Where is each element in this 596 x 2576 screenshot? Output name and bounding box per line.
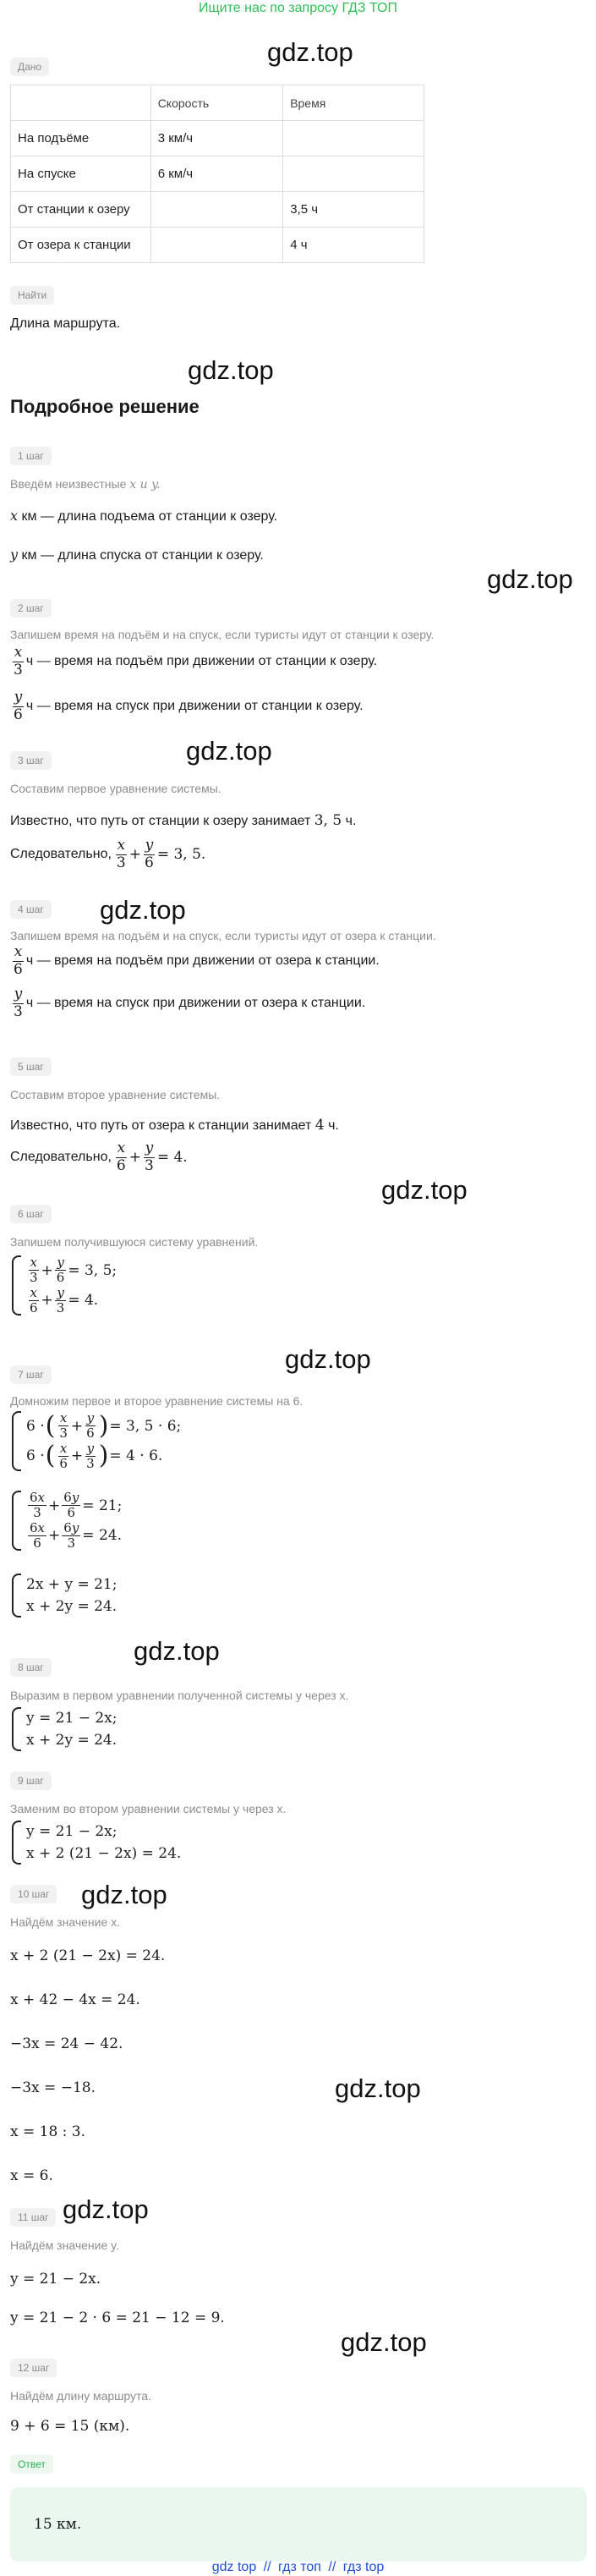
step-description: Составим второе уравнение системы.	[10, 1088, 221, 1101]
watermark: gdz.top	[63, 2194, 149, 2224]
system-line	[26, 1521, 122, 1552]
footer-link[interactable]: гдз top	[342, 2560, 385, 2574]
equation-rhs: = 4 · 6.	[109, 1447, 163, 1465]
given-chip: Дано	[10, 58, 49, 76]
plus-sign: +	[70, 1417, 84, 1435]
solution-line: −3x = −18.	[10, 2079, 96, 2096]
equation-system	[12, 1491, 122, 1551]
fraction-numerator: 6x	[30, 1490, 46, 1505]
brace-icon	[12, 1821, 21, 1865]
system-lines	[26, 1491, 122, 1551]
system-line: y = 21 − 2x;	[26, 1823, 118, 1840]
fraction	[28, 1286, 40, 1316]
fraction-denominator: 6	[116, 1156, 126, 1174]
given-table	[10, 85, 424, 263]
step-description: Найдём значение y.	[10, 2238, 119, 2252]
step-chip: 3 шаг	[10, 751, 52, 770]
solution-line: y = 21 − 2x.	[10, 2271, 101, 2288]
fraction-denominator: 6	[33, 1535, 41, 1551]
fraction-numerator: y	[14, 689, 23, 706]
step-chip: 5 шаг	[10, 1057, 52, 1076]
plus-sign: +	[70, 1447, 84, 1465]
solution-line: x + 42 − 4x = 24.	[10, 1991, 140, 2008]
equation-rhs: = 3, 5.	[156, 846, 206, 864]
fraction-denominator: 6	[14, 706, 23, 723]
step-line	[10, 645, 377, 678]
variable-x: x	[10, 508, 19, 524]
step-description	[10, 1394, 303, 1408]
step-description: Выразим в первом уравнении полученной системы y через x.	[10, 1689, 349, 1702]
value: 3, 5	[314, 812, 342, 829]
table-header-cell: Время	[283, 85, 424, 121]
plus-sign: +	[41, 1292, 53, 1310]
fraction	[12, 986, 25, 1020]
fraction-denominator: 6	[56, 1270, 65, 1286]
paren-right: )	[98, 1441, 109, 1471]
fraction	[12, 689, 25, 723]
step-line	[10, 986, 365, 1020]
step-chip: 4 шаг	[10, 900, 52, 919]
step-description: Заменим во втором уравнении системы y через x.	[10, 1802, 287, 1815]
fraction-numerator: 6x	[30, 1519, 46, 1535]
fraction-denominator: 3	[14, 1002, 23, 1020]
step-line-text: ч — время на спуск при движении от станции к озеру.	[25, 699, 364, 714]
solution-line: x + 2 (21 − 2x) = 24.	[10, 1947, 166, 1964]
equation-system	[12, 1574, 117, 1618]
system-line	[26, 1255, 117, 1286]
step-chip: 10 шаг	[10, 1885, 57, 1903]
fraction-denominator: 6	[67, 1505, 76, 1521]
fraction	[143, 838, 156, 871]
system-lines	[26, 1411, 181, 1471]
search-banner[interactable]: Ищите нас по запросу ГДЗ ТОП	[199, 1, 397, 15]
step-description: Запишем время на подъём и на спуск, если туристы идут от станции к озеру.	[10, 628, 435, 641]
equation-rhs: = 21;	[82, 1497, 123, 1514]
step-line	[10, 508, 277, 525]
fraction-numerator: y	[86, 1410, 95, 1425]
value: 6.	[293, 1394, 303, 1408]
system-line	[26, 1442, 181, 1472]
fraction	[85, 1411, 96, 1442]
system-line	[26, 1286, 117, 1316]
brace-icon	[12, 1255, 21, 1315]
fraction-numerator: 6y	[63, 1519, 79, 1535]
fraction-numerator: 6y	[63, 1490, 79, 1505]
equation-rhs: = 4.	[68, 1292, 99, 1310]
system-line: y = 21 − 2x;	[26, 1710, 118, 1727]
table-cell	[150, 228, 283, 263]
table-cell	[283, 121, 424, 157]
fraction	[28, 1255, 40, 1286]
fraction-denominator: 3	[116, 854, 126, 871]
step-line	[10, 1117, 339, 1134]
step-line	[10, 838, 205, 871]
fraction	[85, 1442, 96, 1472]
step-chip: 12 шаг	[10, 2359, 57, 2377]
fraction-numerator: y	[86, 1440, 95, 1456]
watermark: gdz.top	[341, 2327, 427, 2357]
footer-link[interactable]: гдз топ	[278, 2560, 321, 2574]
fraction-denominator: 3	[86, 1455, 95, 1471]
fraction-numerator: y	[57, 1255, 64, 1270]
fraction-denominator: 3	[144, 1156, 154, 1174]
equation-rhs: = 4.	[156, 1149, 188, 1167]
footer-separator: //	[328, 2560, 336, 2574]
footer-links	[0, 2560, 596, 2575]
step-line-text: ч — время на подъём при движении от озера к станции.	[25, 953, 380, 969]
fraction	[12, 645, 25, 678]
fraction-denominator: 6	[144, 854, 154, 871]
fraction	[115, 1140, 128, 1174]
fraction-denominator: 6	[30, 1299, 38, 1315]
step-description: Запишем получившуюся систему уравнений.	[10, 1235, 259, 1249]
fraction-numerator: x	[14, 943, 23, 960]
unit: ч.	[345, 814, 357, 828]
unit: ч.	[328, 1118, 339, 1133]
fraction-numerator: x	[30, 1255, 37, 1270]
fraction	[57, 1442, 69, 1472]
table-cell: 6 км/ч	[150, 157, 283, 192]
table-cell	[283, 157, 424, 192]
watermark: gdz.top	[134, 1636, 220, 1666]
equation-rhs: = 3, 5 · 6;	[109, 1417, 182, 1435]
fraction	[57, 1411, 69, 1442]
multiplier: 6 ·	[26, 1447, 45, 1465]
step-line	[10, 689, 364, 723]
fraction-denominator: 6	[59, 1455, 68, 1471]
watermark: gdz.top	[487, 564, 573, 594]
fraction-numerator: y	[14, 986, 23, 1002]
table-row	[11, 157, 424, 192]
equation-system	[12, 1411, 181, 1471]
solution-line: x = 18 : 3.	[10, 2123, 86, 2140]
paren-left: (	[45, 1410, 56, 1441]
equation-rhs: = 3, 5;	[68, 1261, 118, 1279]
variable-y: y	[10, 547, 19, 563]
watermark: gdz.top	[186, 736, 272, 766]
brace-icon	[12, 1707, 21, 1751]
solution-line: −3x = 24 − 42.	[10, 2035, 123, 2052]
fraction	[28, 1521, 46, 1552]
step-chip: 2 шаг	[10, 599, 52, 618]
step-line	[10, 1140, 188, 1174]
step-description: Запишем время на подъём и на спуск, если туристы идут от озера к станции.	[10, 929, 436, 942]
fraction-numerator: x	[14, 644, 23, 661]
plus-sign: +	[48, 1527, 61, 1545]
fraction-numerator: x	[30, 1284, 37, 1300]
watermark: gdz.top	[285, 1344, 371, 1374]
fraction	[62, 1491, 80, 1521]
brace-icon	[12, 1574, 21, 1618]
step-chip: 1 шаг	[10, 447, 52, 465]
fraction-numerator: x	[117, 1140, 126, 1156]
watermark: gdz.top	[381, 1175, 468, 1205]
solution-title: Подробное решение	[10, 396, 200, 417]
plus-sign: +	[128, 846, 141, 864]
fraction	[55, 1255, 67, 1286]
fraction-denominator: 6	[14, 960, 23, 978]
fraction-denominator: 3	[30, 1270, 38, 1286]
step-line	[10, 547, 264, 563]
step-chip: 8 шаг	[10, 1658, 52, 1677]
find-text: Длина маршрута.	[10, 316, 121, 331]
fraction-numerator: x	[59, 1410, 68, 1425]
step-description: Составим первое уравнение системы.	[10, 782, 221, 795]
fraction-denominator: 3	[33, 1505, 41, 1521]
table-cell: 4 ч	[283, 228, 424, 263]
fraction-numerator: y	[145, 1140, 154, 1156]
step-line	[10, 812, 356, 829]
watermark: gdz.top	[81, 1880, 167, 1909]
solution-line: y = 21 − 2 · 6 = 21 − 12 = 9.	[10, 2310, 225, 2326]
step-line	[10, 944, 380, 978]
fraction-denominator: 3	[56, 1299, 65, 1315]
paren-left: (	[45, 1441, 56, 1471]
answer-box	[10, 2487, 587, 2562]
table-header-row	[11, 85, 424, 121]
watermark: gdz.top	[188, 355, 274, 385]
step-line-text: Следовательно,	[10, 1150, 112, 1165]
value: 4	[314, 1117, 325, 1134]
fraction	[28, 1491, 46, 1521]
plus-sign: +	[48, 1497, 61, 1514]
solution-line: x = 6.	[10, 2167, 53, 2184]
step-line-text: Известно, что путь от станции к озеру занимает	[10, 814, 311, 828]
system-line	[26, 1491, 122, 1521]
equation-rhs: = 24.	[82, 1527, 122, 1545]
step-line-text: Следовательно,	[10, 847, 112, 862]
table-cell: От станции к озеру	[11, 192, 151, 228]
plus-sign: +	[128, 1149, 141, 1167]
fraction-denominator: 6	[86, 1425, 95, 1442]
step-line-text: км — длина подъема от станции к озеру.	[21, 509, 278, 524]
fraction	[12, 944, 25, 978]
fraction	[143, 1140, 156, 1174]
step-line-text: ч — время на спуск при движении от озера к станции.	[25, 996, 366, 1011]
footer-separator: //	[263, 2560, 271, 2574]
table-header-cell	[11, 85, 151, 121]
fraction-denominator: 3	[14, 661, 23, 678]
table-row	[11, 192, 424, 228]
step-description-text: Введём неизвестные	[10, 477, 127, 491]
step-chip: 11 шаг	[10, 2208, 56, 2227]
watermark: gdz.top	[100, 895, 186, 925]
step-chip: 6 шаг	[10, 1205, 52, 1223]
step-chip: 7 шаг	[10, 1365, 52, 1384]
step-line-text: ч — время на подъём при движении от станции к озеру.	[25, 654, 378, 669]
fraction-denominator: 3	[59, 1425, 68, 1442]
fraction	[55, 1286, 67, 1316]
fraction-numerator: x	[59, 1440, 68, 1456]
step-description-text: Домножим первое и второе уравнение системы на	[10, 1394, 290, 1408]
paren-right: )	[98, 1410, 109, 1441]
system-line: x + 2y = 24.	[26, 1598, 118, 1615]
table-cell: На спуске	[11, 157, 151, 192]
system-line: 2x + y = 21;	[26, 1576, 118, 1593]
equation-system	[12, 1255, 117, 1315]
fraction-numerator: y	[145, 837, 154, 854]
system-line: x + 2 (21 − 2x) = 24.	[26, 1845, 182, 1862]
table-cell: На подъёме	[11, 121, 151, 157]
equation-system	[12, 1707, 117, 1751]
system-line: x + 2y = 24.	[26, 1732, 118, 1749]
watermark: gdz.top	[335, 2073, 421, 2103]
system-lines	[26, 1707, 117, 1751]
brace-icon	[12, 1411, 21, 1471]
fraction-numerator: x	[117, 837, 126, 854]
brace-icon	[12, 1491, 21, 1551]
system-lines	[26, 1574, 117, 1618]
solution-line: 9 + 6 = 15 (км).	[10, 2418, 130, 2435]
plus-sign: +	[41, 1261, 53, 1279]
step-line-text: Известно, что путь от озера к станции занимает	[10, 1118, 312, 1133]
table-cell: 3,5 ч	[283, 192, 424, 228]
system-lines	[26, 1821, 181, 1865]
find-chip: Найти	[10, 286, 54, 305]
step-description: Найдём длину маршрута.	[10, 2389, 151, 2403]
equation-system	[12, 1821, 181, 1865]
step-line-text: км — длина спуска от станции к озеру.	[21, 548, 264, 563]
fraction-denominator: 3	[67, 1535, 76, 1551]
table-row	[11, 228, 424, 263]
watermark: gdz.top	[267, 37, 353, 67]
fraction	[62, 1521, 80, 1552]
table-cell: 3 км/ч	[150, 121, 283, 157]
step-chip: 9 шаг	[10, 1771, 52, 1790]
variables-inline: x и y.	[129, 478, 161, 492]
answer-chip: Ответ	[10, 2455, 53, 2474]
table-header-cell: Скорость	[150, 85, 283, 121]
table-cell: От озера к станции	[11, 228, 151, 263]
fraction	[115, 838, 128, 871]
system-line	[26, 1411, 181, 1442]
multiplier: 6 ·	[26, 1417, 45, 1435]
answer-text: 15 км.	[34, 2516, 82, 2533]
fraction-numerator: y	[57, 1284, 64, 1300]
step-description	[10, 477, 161, 492]
footer-link[interactable]: gdz top	[211, 2560, 257, 2574]
table-row	[11, 121, 424, 157]
system-lines	[26, 1255, 117, 1315]
step-description: Найдём значение x.	[10, 1915, 121, 1929]
table-cell	[150, 192, 283, 228]
